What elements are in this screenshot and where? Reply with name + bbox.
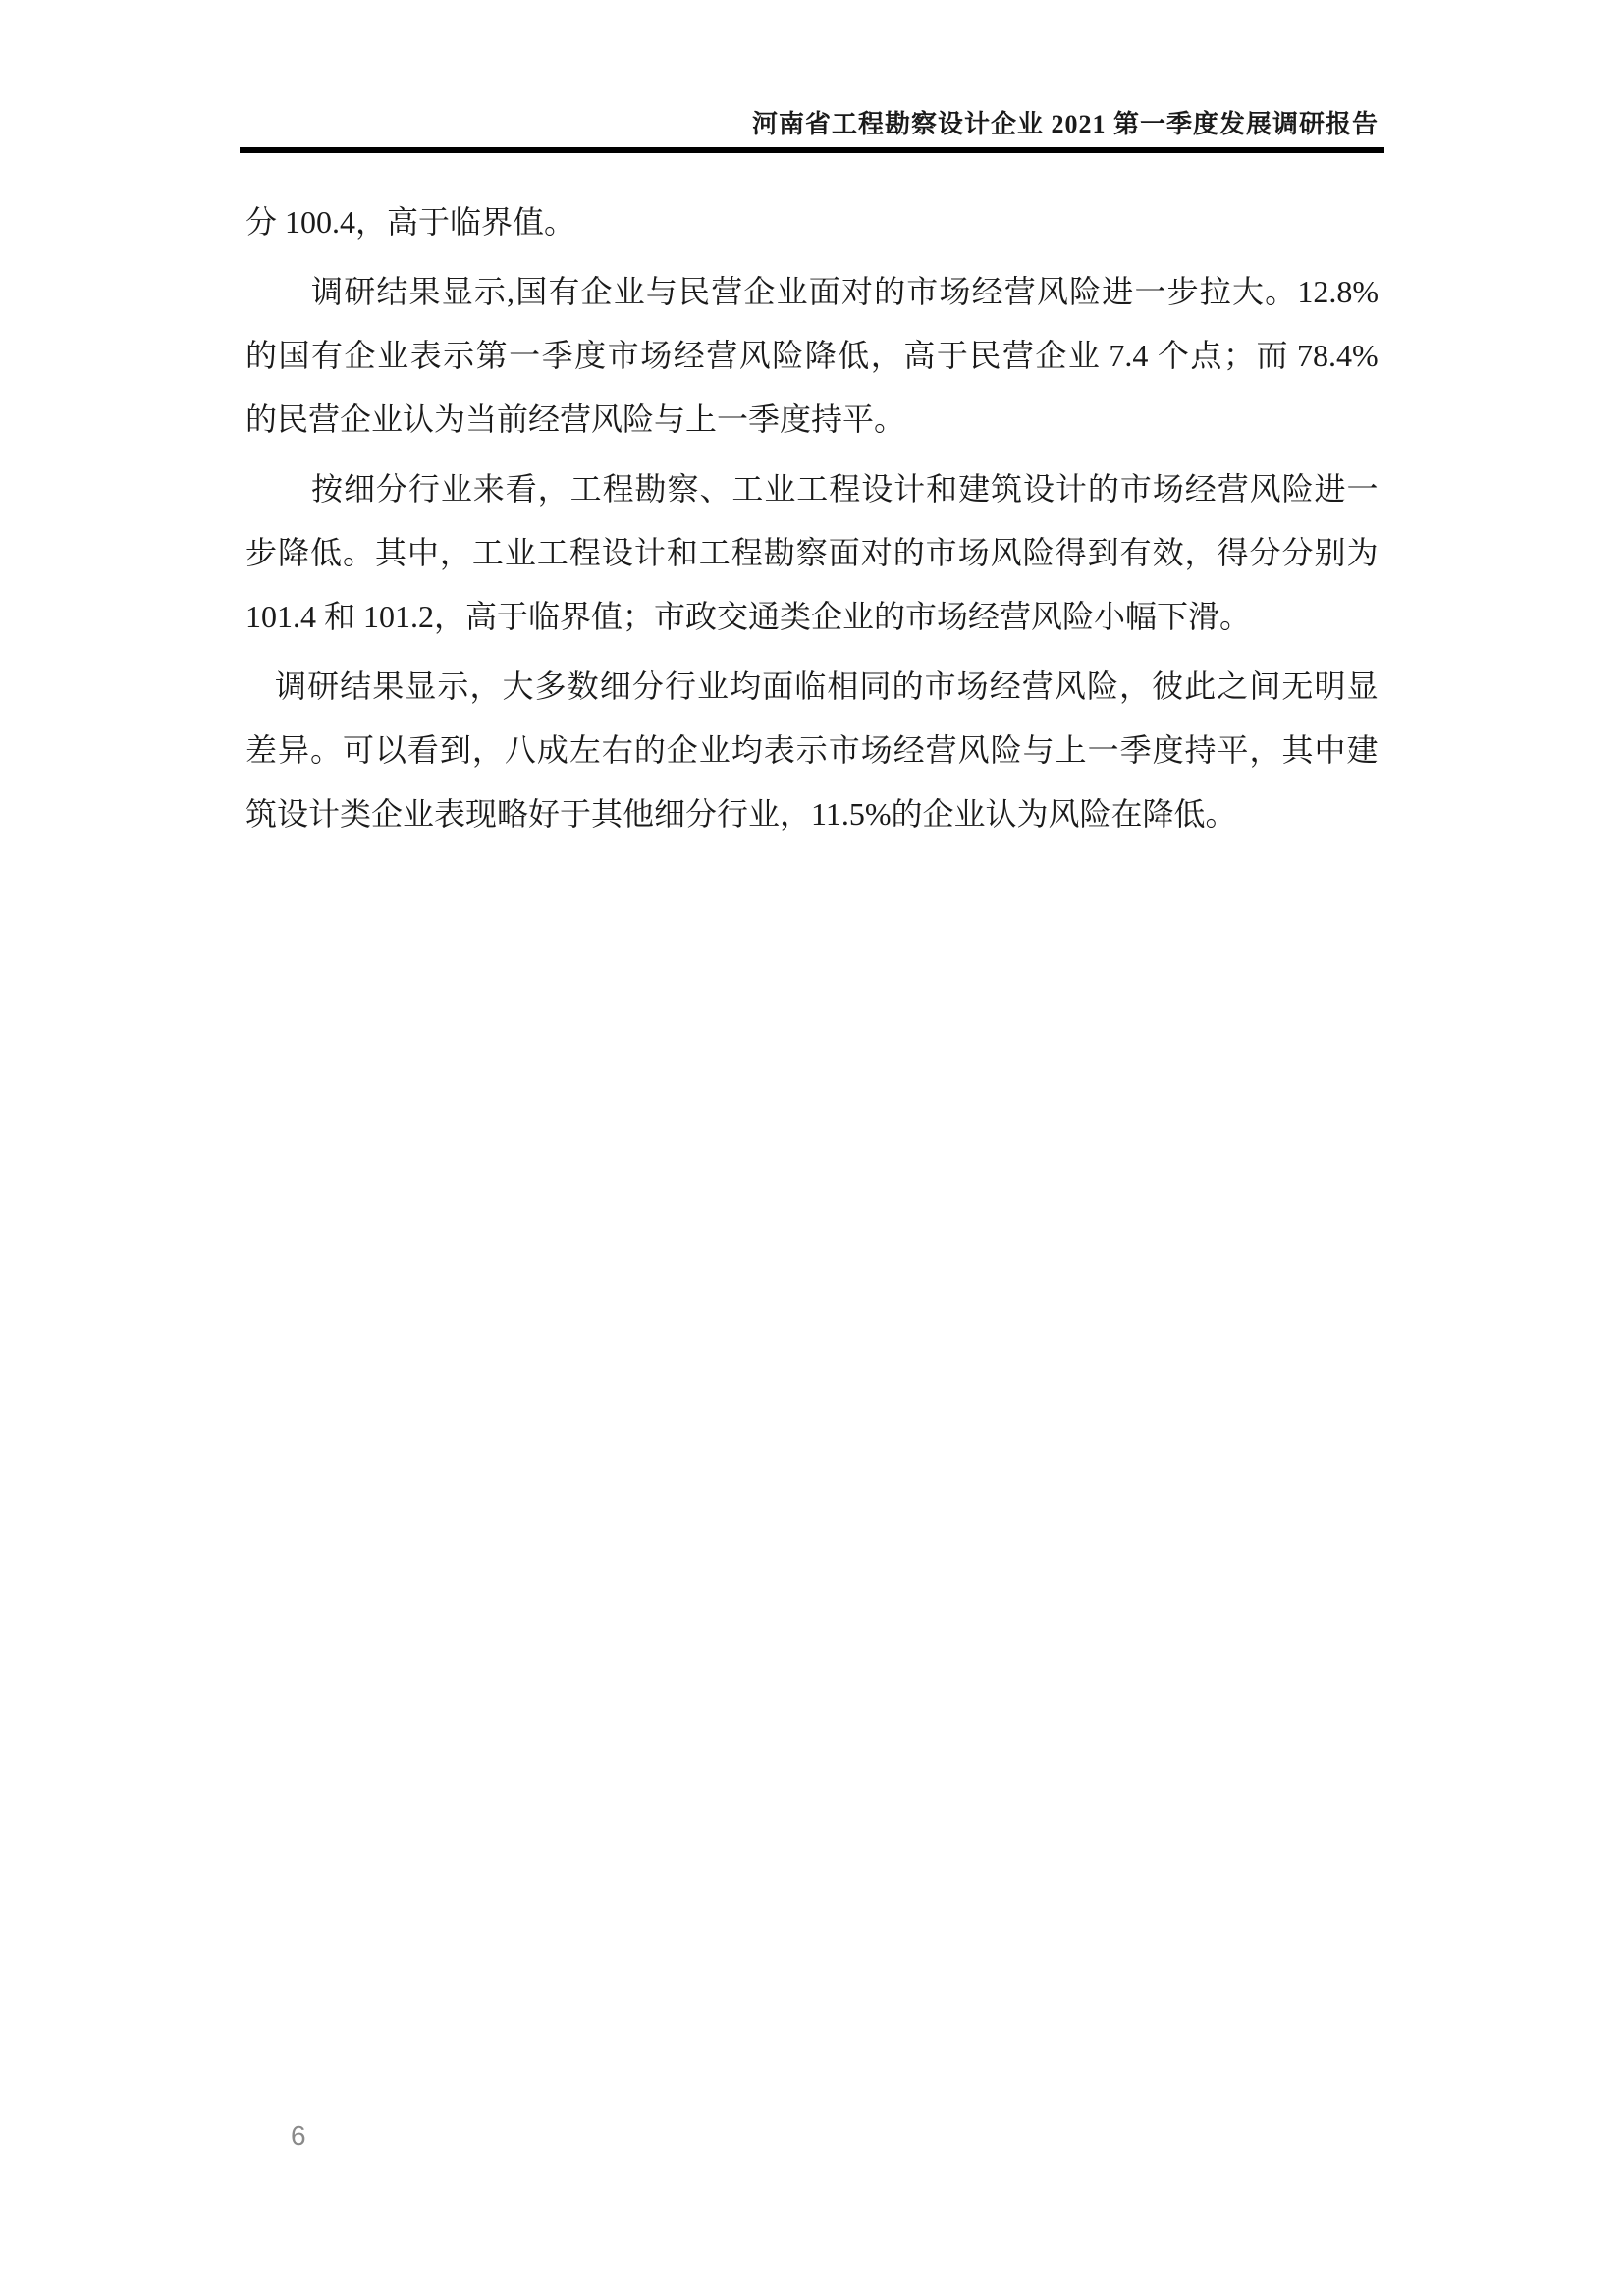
paragraph-line: 步 降 低 。 其 中 ， 工 业 工 程 设 计 和 工 程 勘 察 面 对 的 市 场 风 险 得 到 有 效 ， 得 分 分 别 为 bbox=[245, 535, 1379, 570]
paragraph-line: 分 100.4，高于临界值。 bbox=[245, 204, 576, 240]
header-rule-divider bbox=[240, 147, 1384, 153]
paragraph-line: 筑设计类企业表现略好于其他细分行业，11.5%的企业认为风险在降低。 bbox=[245, 796, 1237, 831]
paragraph-line: 101.4 和 101.2，高于临界值；市政交通类企业的市场经营风险小幅下滑。 bbox=[245, 599, 1252, 634]
paragraph-line: 按 细 分 行 业 来 看 ， 工 程 勘 察 、 工 业 工 程 设 计 和 建 筑 设 计 的 市 场 经 营 风 险 进 一 bbox=[311, 471, 1379, 507]
paragraph bbox=[245, 655, 1379, 846]
paragraph bbox=[245, 190, 1379, 254]
page-number: 6 bbox=[291, 2120, 306, 2151]
paragraph-line: 的 国 有 企 业 表 示 第 一 季 度 市 场 经 营 风 险 降 低 ， 高 于 民 营 企 业 7.4 个 点 ； 而 78.4% bbox=[245, 338, 1379, 373]
paragraph-line: 调 研 结 果 显 示 , 国 有 企 业 与 民 营 企 业 面 对 的 市 场 经 营 风 险 进 一 步 拉 大 。 12.8% bbox=[311, 274, 1379, 309]
document-body bbox=[245, 190, 1379, 852]
paragraph bbox=[245, 260, 1379, 452]
paragraph-line: 差 异 。 可 以 看 到 ， 八 成 左 右 的 企 业 均 表 示 市 场 经 营 风 险 与 上 一 季 度 持 平 ， 其 中 建 bbox=[245, 732, 1379, 768]
paragraph bbox=[245, 457, 1379, 649]
paragraph-line: 调 研 结 果 显 示 ， 大 多 数 细 分 行 业 均 面 临 相 同 的 市 场 经 营 风 险 ， 彼 此 之 间 无 明 显 bbox=[275, 668, 1379, 704]
header-title: 河南省工程勘察设计企业 2021 第一季度发展调研报告 bbox=[751, 110, 1379, 138]
paragraph-line: 的民营企业认为当前经营风险与上一季度持平。 bbox=[245, 401, 906, 437]
